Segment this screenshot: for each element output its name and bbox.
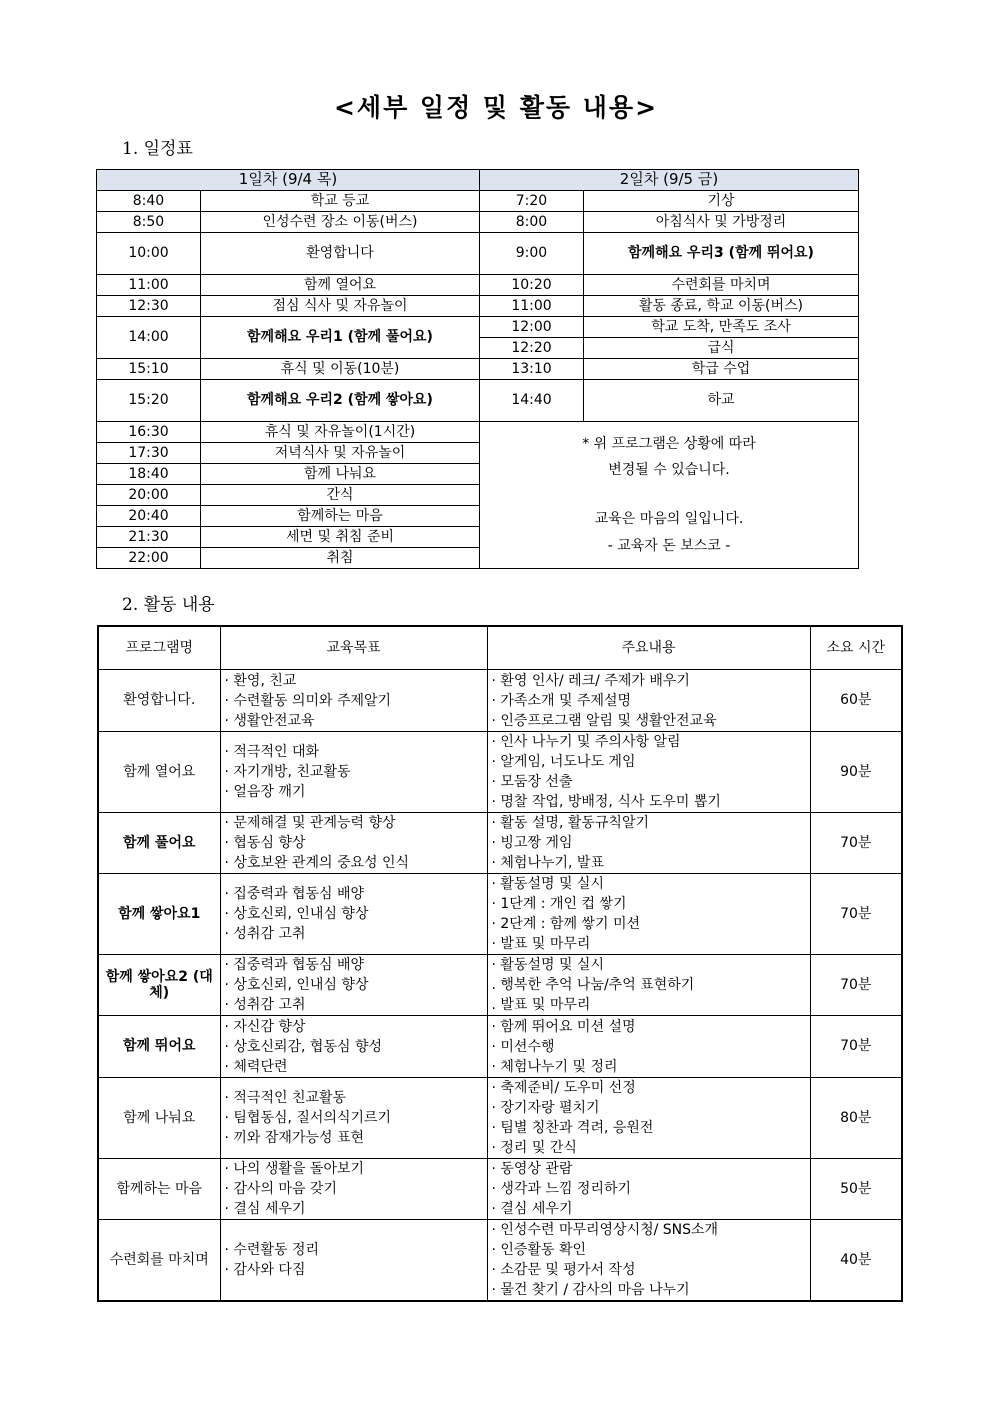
content-list-cell	[487, 670, 810, 732]
content-item: · 가족소개 및 주제설명	[491, 692, 632, 709]
program-name: 함께 쌓아요1	[98, 874, 220, 955]
activity-row	[98, 1016, 902, 1078]
goal-list	[225, 884, 483, 944]
content-item: · 모둠장 선출	[491, 774, 573, 790]
content-list	[492, 874, 806, 954]
day2-event: 하교	[584, 380, 859, 422]
day1-event: 휴식 및 이동(10분)	[201, 359, 480, 380]
goal-list	[225, 1088, 483, 1148]
goal-list	[225, 1159, 483, 1219]
day1-time: 10:00	[97, 233, 201, 275]
activities-table	[97, 625, 903, 1302]
content-item: · 빙고짱 게임	[491, 835, 573, 851]
goal-item: · 얼음장 깨기	[224, 784, 306, 800]
goal-list-cell	[220, 1159, 487, 1220]
content-item: · 인사 나누기 및 주의사항 알림	[491, 734, 681, 750]
goal-item: · 문제해결 및 관계능력 향상	[224, 815, 396, 831]
goal-list	[225, 813, 483, 873]
goal-list	[225, 1240, 483, 1280]
goal-item: · 감사와 다짐	[224, 1262, 306, 1278]
content-list	[492, 1220, 806, 1300]
content-item: . 행복한 추억 나눔/추억 표현하기	[491, 977, 695, 993]
goal-item: · 나의 생활을 돌아보기	[224, 1161, 365, 1177]
header-program: 프로그램명	[98, 626, 220, 670]
content-list-cell	[487, 955, 810, 1016]
header-goal: 교육목표	[220, 626, 487, 670]
content-list	[492, 732, 806, 812]
goal-list	[225, 1017, 483, 1077]
content-list-cell	[487, 1220, 810, 1302]
duration: 40분	[810, 1220, 902, 1302]
day1-event: 저녁식사 및 자유놀이	[201, 443, 480, 464]
day2-time: 9:00	[480, 233, 584, 275]
content-item: · 체험나누기, 발표	[491, 855, 604, 871]
day1-event: 함께 나눠요	[201, 464, 480, 485]
content-list-cell	[487, 732, 810, 813]
day1-time: 21:30	[97, 527, 201, 548]
program-name: 함께 쌓아요2 (대체)	[98, 955, 220, 1016]
content-item: · 물건 찾기 / 감사의 마음 나누기	[491, 1282, 690, 1298]
day2-event: 활동 종료, 학교 이동(버스)	[584, 296, 859, 317]
content-item: · 환영 인사/ 레크/ 주제가 배우기	[491, 672, 690, 689]
goal-item: · 자신감 향상	[224, 1018, 306, 1035]
day1-event: 함께해요 우리2 (함께 쌓아요)	[201, 380, 480, 422]
duration: 60분	[810, 670, 902, 732]
goal-list-cell	[220, 1016, 487, 1078]
day2-time: 11:00	[480, 296, 584, 317]
goal-list-cell	[220, 1220, 487, 1302]
content-item: · 1단계 : 개인 컵 쌓기	[491, 896, 627, 912]
content-list	[492, 1159, 806, 1219]
day1-time: 16:30	[97, 422, 201, 443]
activity-row	[98, 670, 902, 732]
goal-item: · 집중력과 협동심 배양	[224, 957, 365, 973]
program-name: 함께 뛰어요	[98, 1016, 220, 1078]
goal-item: · 상호신뢰, 인내심 향상	[224, 906, 369, 922]
duration: 80분	[810, 1078, 902, 1159]
content-list	[492, 1017, 806, 1077]
content-list-cell	[487, 1078, 810, 1159]
content-item: · 결심 세우기	[491, 1201, 573, 1217]
schedule-note	[480, 422, 859, 569]
content-item: · 팀별 칭찬과 격려, 응원전	[491, 1120, 654, 1136]
goal-item: · 적극적인 대화	[224, 744, 319, 760]
section-schedule-heading: 1. 일정표	[122, 139, 193, 159]
goal-item: · 성취감 고취	[224, 926, 306, 942]
day2-time: 13:10	[480, 359, 584, 380]
goal-list-cell	[220, 955, 487, 1016]
program-name: 함께 나눠요	[98, 1078, 220, 1159]
day1-event: 인성수련 장소 이동(버스)	[201, 212, 480, 233]
content-item: · 축제준비/ 도우미 선정	[491, 1080, 636, 1096]
day1-event: 학교 등교	[201, 191, 480, 212]
goal-list-cell	[220, 874, 487, 955]
content-item: · 활동 설명, 활동규칙알기	[491, 815, 649, 831]
goal-list-cell	[220, 732, 487, 813]
duration: 70분	[810, 813, 902, 874]
day2-event: 수련회를 마치며	[584, 275, 859, 296]
activity-row	[98, 813, 902, 874]
goal-list	[225, 742, 483, 802]
day2-time: 10:20	[480, 275, 584, 296]
program-name: 함께 열어요	[98, 732, 220, 813]
day2-event: 아침식사 및 가방정리	[584, 212, 859, 233]
day1-time: 20:40	[97, 506, 201, 527]
duration: 50분	[810, 1159, 902, 1220]
duration: 70분	[810, 955, 902, 1016]
content-item: · 장기자랑 펼치기	[491, 1100, 600, 1116]
content-item: · 체험나누기 및 정리	[491, 1058, 618, 1075]
content-item: · 동영상 관람	[491, 1161, 573, 1177]
content-item: · 활동설명 및 실시	[491, 957, 604, 973]
day2-time: 8:00	[480, 212, 584, 233]
day1-time: 15:20	[97, 380, 201, 422]
day2-time: 14:40	[480, 380, 584, 422]
goal-item: · 팀협동심, 질서의식기르기	[224, 1110, 392, 1126]
day2-header: 2일차 (9/5 금)	[480, 170, 859, 191]
content-list-cell	[487, 1159, 810, 1220]
content-item: · 알게임, 너도나도 게임	[491, 754, 636, 770]
goal-item: · 환영, 친교	[224, 672, 297, 689]
goal-item: · 수련활동 정리	[224, 1242, 319, 1258]
activity-row	[98, 1078, 902, 1159]
content-item: · 명찰 작업, 방배정, 식사 도우미 뽑기	[491, 794, 721, 810]
program-name: 수련회를 마치며	[98, 1220, 220, 1302]
content-item: · 인성수련 마무리영상시청/ SNS소개	[491, 1222, 719, 1238]
activity-row	[98, 955, 902, 1016]
page-title: <세부 일정 및 활동 내용>	[333, 93, 659, 122]
content-item: · 미션수행	[491, 1038, 555, 1055]
day2-event: 급식	[584, 338, 859, 359]
day1-time: 22:00	[97, 548, 201, 569]
day1-time: 14:00	[97, 317, 201, 359]
day1-time: 11:00	[97, 275, 201, 296]
day1-time: 20:00	[97, 485, 201, 506]
goal-list	[225, 955, 483, 1015]
program-name: 환영합니다.	[98, 670, 220, 732]
day1-time: 17:30	[97, 443, 201, 464]
day1-time: 18:40	[97, 464, 201, 485]
goal-item: · 생활안전교육	[224, 712, 315, 729]
day2-time: 12:00	[480, 317, 584, 338]
content-list-cell	[487, 813, 810, 874]
goal-item: · 상호신뢰, 인내심 향상	[224, 977, 369, 993]
goal-item: · 끼와 잠재가능성 표현	[224, 1130, 365, 1146]
section-activities-heading: 2. 활동 내용	[122, 595, 215, 615]
duration: 90분	[810, 732, 902, 813]
goal-list	[225, 671, 483, 731]
goal-item: · 성취감 고취	[224, 997, 306, 1013]
content-item: . 발표 및 마무리	[491, 997, 591, 1013]
content-item: · 정리 및 간식	[491, 1140, 577, 1156]
goal-list-cell	[220, 1078, 487, 1159]
day1-time: 8:40	[97, 191, 201, 212]
quote-line: 교육은 마음의 일입니다.	[594, 511, 744, 527]
day2-event: 학교 도착, 만족도 조사	[584, 317, 859, 338]
goal-item: · 수련활동 의미와 주제알기	[224, 692, 392, 709]
goal-item: · 자기개방, 친교활동	[224, 764, 351, 780]
content-list	[492, 1078, 806, 1158]
content-item: · 인증활동 확인	[491, 1242, 586, 1258]
activity-row	[98, 1159, 902, 1220]
day2-event: 기상	[584, 191, 859, 212]
program-name: 함께 풀어요	[98, 813, 220, 874]
duration: 70분	[810, 874, 902, 955]
day1-event: 취침	[201, 548, 480, 569]
day2-event: 학급 수업	[584, 359, 859, 380]
goal-item: · 결심 세우기	[224, 1201, 306, 1217]
content-item: · 활동설명 및 실시	[491, 876, 604, 892]
content-item: · 함께 뛰어요 미션 설명	[491, 1018, 636, 1035]
program-name: 함께하는 마음	[98, 1159, 220, 1220]
content-item: · 발표 및 마무리	[491, 936, 591, 952]
note-line: * 위 프로그램은 상황에 따라	[582, 435, 756, 452]
header-time: 소요 시간	[810, 626, 902, 670]
content-list	[492, 813, 806, 873]
day1-event: 환영합니다	[201, 233, 480, 275]
content-item: · 소감문 및 평가서 작성	[491, 1262, 636, 1278]
day2-time: 12:20	[480, 338, 584, 359]
goal-item: · 체력단련	[224, 1058, 288, 1075]
day1-time: 15:10	[97, 359, 201, 380]
goal-item: · 감사의 마음 갖기	[224, 1181, 337, 1197]
note-line: 변경될 수 있습니다.	[608, 462, 730, 479]
content-list-cell	[487, 874, 810, 955]
duration: 70분	[810, 1016, 902, 1078]
content-list-cell	[487, 1016, 810, 1078]
day1-time: 8:50	[97, 212, 201, 233]
goal-item: · 집중력과 협동심 배양	[224, 886, 365, 902]
schedule-table	[96, 169, 859, 569]
header-content: 주요내용	[487, 626, 810, 670]
goal-item: · 상호신뢰감, 협동심 향성	[224, 1038, 382, 1055]
day1-event: 함께 열어요	[201, 275, 480, 296]
activity-row	[98, 874, 902, 955]
content-item: · 2단계 : 함께 쌓기 미션	[491, 916, 641, 932]
content-list	[492, 955, 806, 1015]
goal-item: · 상호보완 관계의 중요성 인식	[224, 855, 410, 871]
day1-time: 12:30	[97, 296, 201, 317]
day1-event: 함께하는 마음	[201, 506, 480, 527]
day1-event: 휴식 및 자유놀이(1시간)	[201, 422, 480, 443]
goal-list-cell	[220, 813, 487, 874]
activity-row	[98, 1220, 902, 1302]
day1-header: 1일차 (9/4 목)	[97, 170, 480, 191]
goal-item: · 협동심 향상	[224, 835, 306, 851]
day1-event: 세면 및 취침 준비	[201, 527, 480, 548]
day1-event: 점심 식사 및 자유놀이	[201, 296, 480, 317]
day2-time: 7:20	[480, 191, 584, 212]
goal-list-cell	[220, 670, 487, 732]
day2-event: 함께해요 우리3 (함께 뛰어요)	[584, 233, 859, 275]
content-item: · 인증프로그램 알림 및 생활안전교육	[491, 712, 717, 729]
day1-event: 간식	[201, 485, 480, 506]
day1-event: 함께해요 우리1 (함께 풀어요)	[201, 317, 480, 359]
activity-row	[98, 732, 902, 813]
goal-item: · 적극적인 친교활동	[224, 1090, 347, 1106]
quote-author: - 교육자 돈 보스코 -	[607, 537, 731, 554]
content-item: · 생각과 느낌 정리하기	[491, 1181, 632, 1197]
content-list	[492, 671, 806, 731]
